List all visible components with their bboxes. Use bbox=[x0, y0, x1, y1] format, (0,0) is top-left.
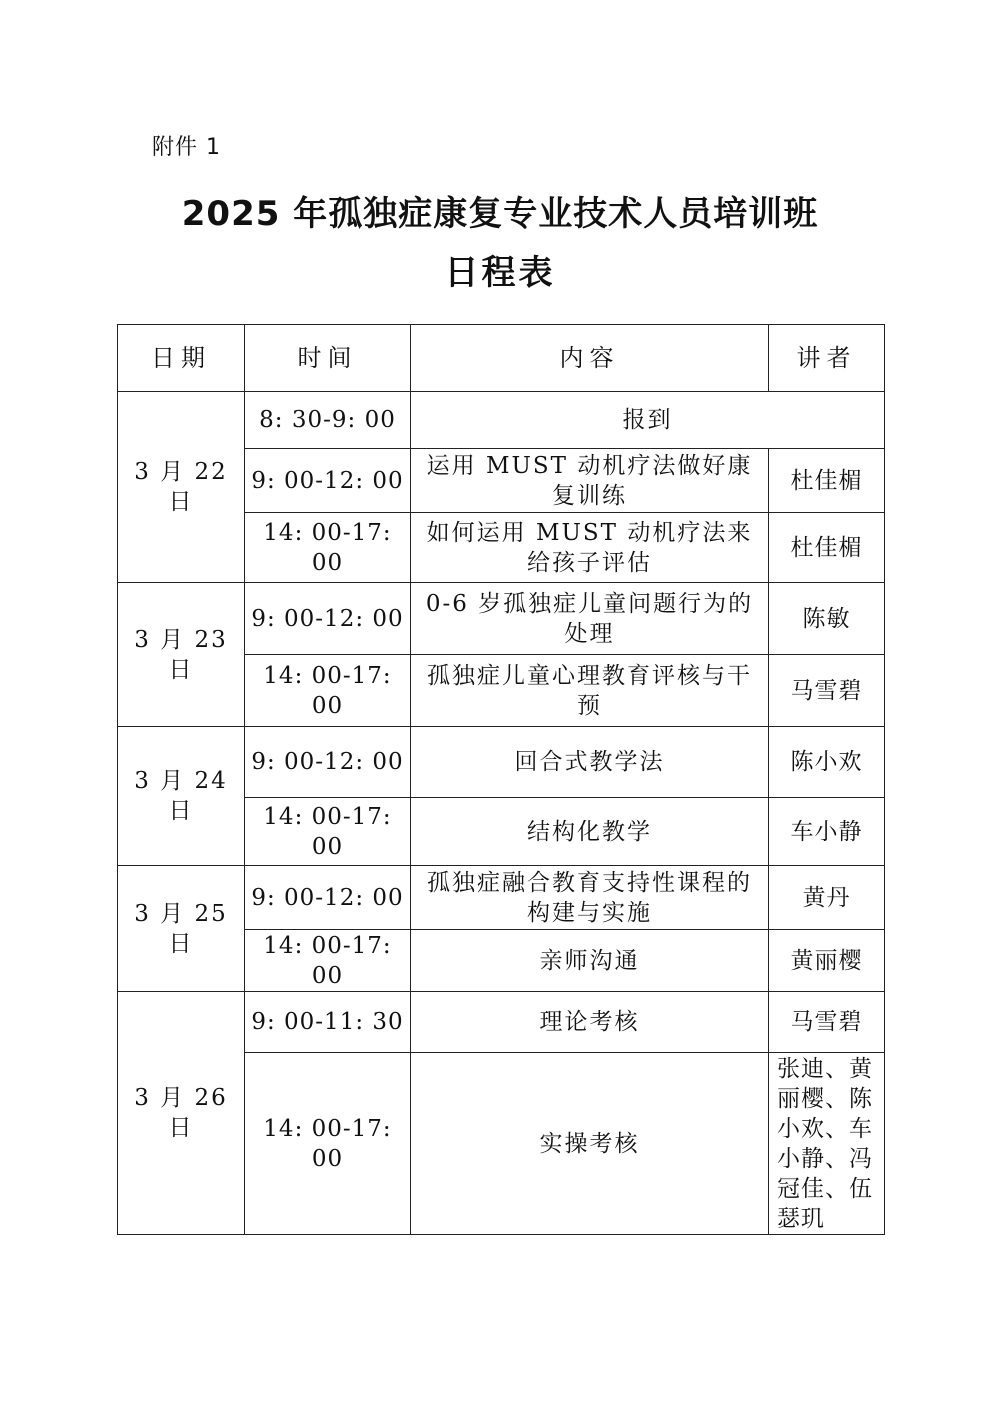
date-cell: 3 月 23 日 bbox=[118, 583, 245, 727]
speaker-cell: 马雪碧 bbox=[769, 655, 885, 727]
header-content: 内容 bbox=[411, 325, 769, 392]
header-time: 时间 bbox=[245, 325, 411, 392]
time-cell: 14: 00-17: 00 bbox=[245, 798, 411, 866]
speaker-cell: 马雪碧 bbox=[769, 992, 885, 1053]
header-date: 日期 bbox=[118, 325, 245, 392]
document-title: 2025 年孤独症康复专业技术人员培训班 bbox=[181, 194, 819, 234]
content-cell: 0-6 岁孤独症儿童问题行为的处理 bbox=[411, 583, 769, 655]
table-row bbox=[118, 727, 885, 798]
time-cell: 14: 00-17: 00 bbox=[245, 930, 411, 992]
time-cell: 9: 00-12: 00 bbox=[245, 449, 411, 513]
table-row bbox=[118, 392, 885, 449]
speaker-cell: 车小静 bbox=[769, 798, 885, 866]
attachment-label: 附件 1 bbox=[152, 135, 221, 160]
document-subtitle: 日程表 bbox=[444, 253, 556, 293]
speaker-cell: 陈小欢 bbox=[769, 727, 885, 798]
speaker-cell: 陈敏 bbox=[769, 583, 885, 655]
speaker-cell: 杜佳楣 bbox=[769, 449, 885, 513]
date-cell: 3 月 24 日 bbox=[118, 727, 245, 866]
time-cell: 9: 00-12: 00 bbox=[245, 727, 411, 798]
date-cell: 3 月 25 日 bbox=[118, 866, 245, 992]
time-cell: 9: 00-11: 30 bbox=[245, 992, 411, 1053]
header-speaker: 讲者 bbox=[769, 325, 885, 392]
speaker-cell: 黄丽樱 bbox=[769, 930, 885, 992]
content-cell: 理论考核 bbox=[411, 992, 769, 1053]
time-cell: 9: 00-12: 00 bbox=[245, 866, 411, 930]
date-cell: 3 月 26 日 bbox=[118, 992, 245, 1235]
content-cell: 孤独症儿童心理教育评核与干预 bbox=[411, 655, 769, 727]
speaker-cell: 杜佳楣 bbox=[769, 513, 885, 583]
content-cell: 实操考核 bbox=[411, 1053, 769, 1235]
content-cell: 报到 bbox=[411, 392, 885, 449]
time-cell: 9: 00-12: 00 bbox=[245, 583, 411, 655]
time-cell: 14: 00-17: 00 bbox=[245, 513, 411, 583]
table-row bbox=[118, 583, 885, 655]
content-cell: 如何运用 MUST 动机疗法来给孩子评估 bbox=[411, 513, 769, 583]
speaker-cell: 黄丹 bbox=[769, 866, 885, 930]
content-cell: 孤独症融合教育支持性课程的构建与实施 bbox=[411, 866, 769, 930]
content-cell: 结构化教学 bbox=[411, 798, 769, 866]
time-cell: 14: 00-17: 00 bbox=[245, 1053, 411, 1235]
table-header-row bbox=[118, 325, 885, 392]
date-cell: 3 月 22 日 bbox=[118, 392, 245, 583]
speaker-cell: 张迪、黄丽樱、陈小欢、车小静、冯冠佳、伍瑟玑 bbox=[769, 1053, 885, 1235]
content-cell: 回合式教学法 bbox=[411, 727, 769, 798]
schedule-table bbox=[117, 324, 885, 1235]
content-cell: 运用 MUST 动机疗法做好康复训练 bbox=[411, 449, 769, 513]
time-cell: 8: 30-9: 00 bbox=[245, 392, 411, 449]
content-cell: 亲师沟通 bbox=[411, 930, 769, 992]
table-row bbox=[118, 992, 885, 1053]
time-cell: 14: 00-17: 00 bbox=[245, 655, 411, 727]
table-row bbox=[118, 866, 885, 930]
